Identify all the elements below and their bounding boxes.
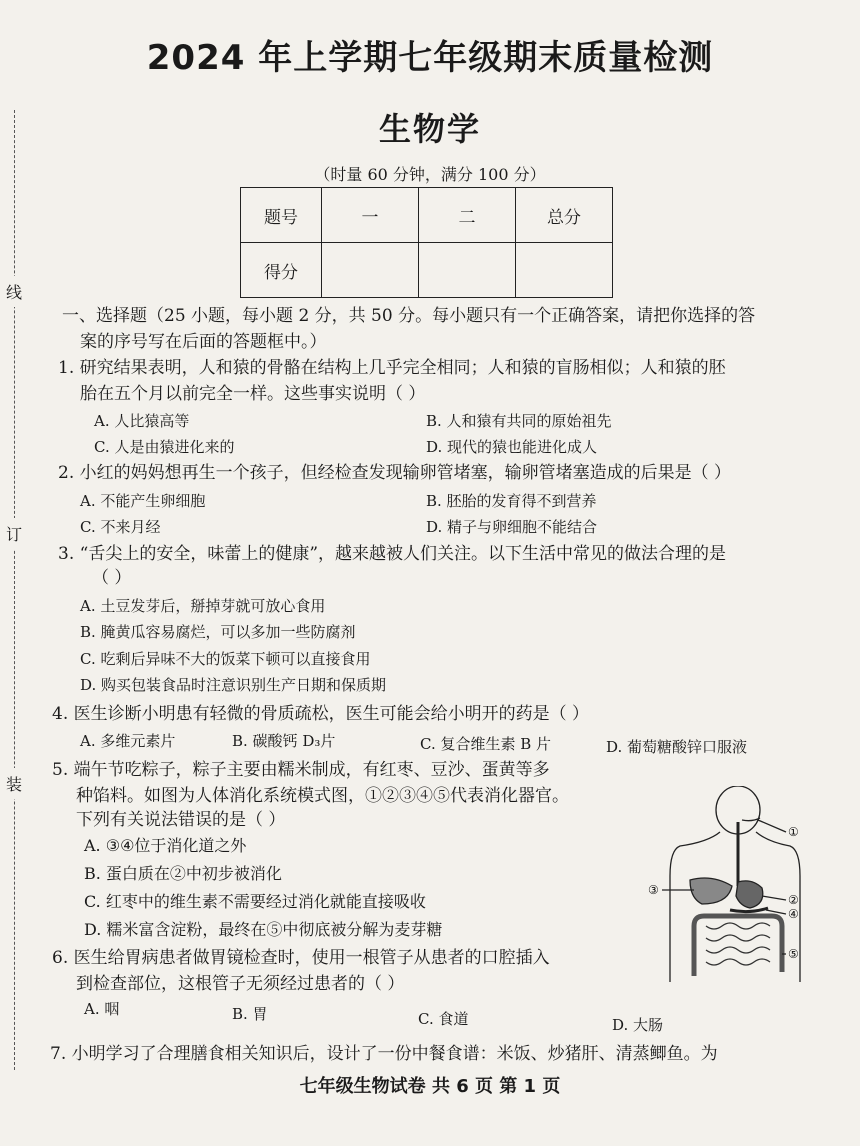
q4-option-b: B. 碳酸钙 D₃片	[232, 732, 336, 750]
section-heading-cont: 案的序号写在后面的答题框中。）	[80, 332, 327, 352]
q6-stem-cont: 到检查部位，这根管子无须经过患者的（ ）	[76, 974, 405, 994]
label-4: ④	[788, 907, 799, 921]
q5-option-b: B. 蛋白质在②中初步被消化	[84, 864, 282, 883]
subject-title: 生物学	[378, 110, 481, 148]
q4-option-a: A. 多维元素片	[80, 732, 176, 750]
score-table-cell: 题号	[241, 188, 322, 243]
q5-option-a: A. ③④位于消化道之外	[84, 836, 247, 855]
q5-option-d: D. 糯米富含淀粉，最终在⑤中彻底被分解为麦芽糖	[84, 920, 443, 939]
digestive-system-diagram	[632, 786, 812, 982]
pancreas-shape	[730, 908, 768, 912]
q3-option-c: C. 吃剩后异味不大的饭菜下顿可以直接食用	[80, 650, 371, 668]
page-footer: 七年级生物试卷 共 6 页 第 1 页	[299, 1076, 561, 1097]
q2-option-b: B. 胚胎的发育得不到营养	[426, 492, 597, 510]
label-2: ②	[788, 893, 799, 907]
score-table-cell[interactable]	[322, 243, 419, 298]
q5-stem-cont: 种馅料。如图为人体消化系统模式图，①②③④⑤代表消化器官。	[76, 786, 569, 806]
q1-option-c: C. 人是由猿进化来的	[94, 438, 235, 456]
small-intestine-shape	[706, 923, 770, 965]
q5-option-c: C. 红枣中的维生素不需要经过消化就能直接吸收	[84, 892, 426, 911]
label-1: ①	[788, 825, 799, 839]
q4-stem: 4. 医生诊断小明患有轻微的骨质疏松，医生可能会给小明开的药是（ ）	[52, 704, 590, 724]
binding-line	[14, 110, 15, 1070]
score-table-cell[interactable]	[419, 243, 516, 298]
pointer-line-1	[758, 820, 786, 832]
pointer-line-2	[762, 896, 786, 900]
q1-option-d: D. 现代的猿也能进化成人	[426, 438, 598, 456]
label-5: ⑤	[788, 947, 799, 961]
q3-stem: 3. “舌尖上的安全，味蕾上的健康”，越来越被人们关注。以下生活中常见的做法合理的是	[58, 544, 727, 564]
section-heading: 一、选择题（25 小题，每小题 2 分，共 50 分。每小题只有一个正确答案，请把你选择的答	[62, 306, 756, 326]
q3-stem-cont: （ ）	[92, 568, 132, 588]
q4-option-c: C. 复合维生素 B 片	[420, 735, 552, 753]
q6-option-d: D. 大肠	[612, 1016, 664, 1034]
q1-stem: 1. 研究结果表明，人和猿的骨骼在结构上几乎完全相同；人和猿的盲肠相似；人和猿的胚	[58, 358, 726, 378]
q4-option-d: D. 葡萄糖酸锌口服液	[606, 738, 748, 756]
score-table-cell: 总分	[516, 188, 613, 243]
margin-char-ding: 订	[6, 518, 22, 549]
q6-option-b: B. 胃	[232, 1005, 268, 1023]
q3-option-d: D. 购买包装食品时注意识别生产日期和保质期	[80, 676, 387, 694]
q2-option-c: C. 不来月经	[80, 518, 161, 536]
q1-option-a: A. 人比猿高等	[94, 412, 190, 430]
score-table	[240, 187, 613, 298]
q2-stem: 2. 小红的妈妈想再生一个孩子，但经检查发现输卵管堵塞，输卵管堵塞造成的后果是（ ）	[58, 463, 732, 483]
q5-stem-cont2: 下列有关说法错误的是（ ）	[76, 810, 286, 830]
exam-title: 2024 年上学期七年级期末质量检测	[146, 38, 714, 78]
q6-option-c: C. 食道	[418, 1010, 469, 1028]
margin-char-xian: 线	[6, 276, 22, 307]
q2-option-a: A. 不能产生卵细胞	[80, 492, 206, 510]
q6-option-a: A. 咽	[84, 1000, 120, 1018]
score-table-cell: 一	[322, 188, 419, 243]
q2-option-d: D. 精子与卵细胞不能结合	[426, 518, 598, 536]
stomach-shape	[736, 881, 763, 908]
liver-shape	[690, 878, 732, 904]
q3-option-b: B. 腌黄瓜容易腐烂，可以多加一些防腐剂	[80, 623, 356, 641]
q1-stem-cont: 胎在五个月以前完全一样。这些事实说明（ ）	[80, 384, 426, 404]
q1-option-b: B. 人和猿有共同的原始祖先	[426, 412, 612, 430]
q6-stem: 6. 医生给胃病患者做胃镜检查时，使用一根管子从患者的口腔插入	[52, 948, 550, 968]
margin-char-zhuang: 装	[6, 768, 22, 799]
time-info: （时量 60 分钟，满分 100 分）	[314, 165, 546, 184]
q7-stem: 7. 小明学习了合理膳食相关知识后，设计了一份中餐食谱：米饭、炒猪肝、清蒸鲫鱼。为	[50, 1044, 718, 1064]
score-table-cell: 二	[419, 188, 516, 243]
pointer-line-4	[766, 910, 786, 914]
q5-stem: 5. 端午节吃粽子，粽子主要由糯米制成，有红枣、豆沙、蛋黄等多	[52, 760, 550, 780]
q3-option-a: A. 土豆发芽后，掰掉芽就可放心食用	[80, 597, 326, 615]
score-table-cell[interactable]	[516, 243, 613, 298]
score-table-cell: 得分	[241, 243, 322, 298]
label-3: ③	[648, 883, 659, 897]
